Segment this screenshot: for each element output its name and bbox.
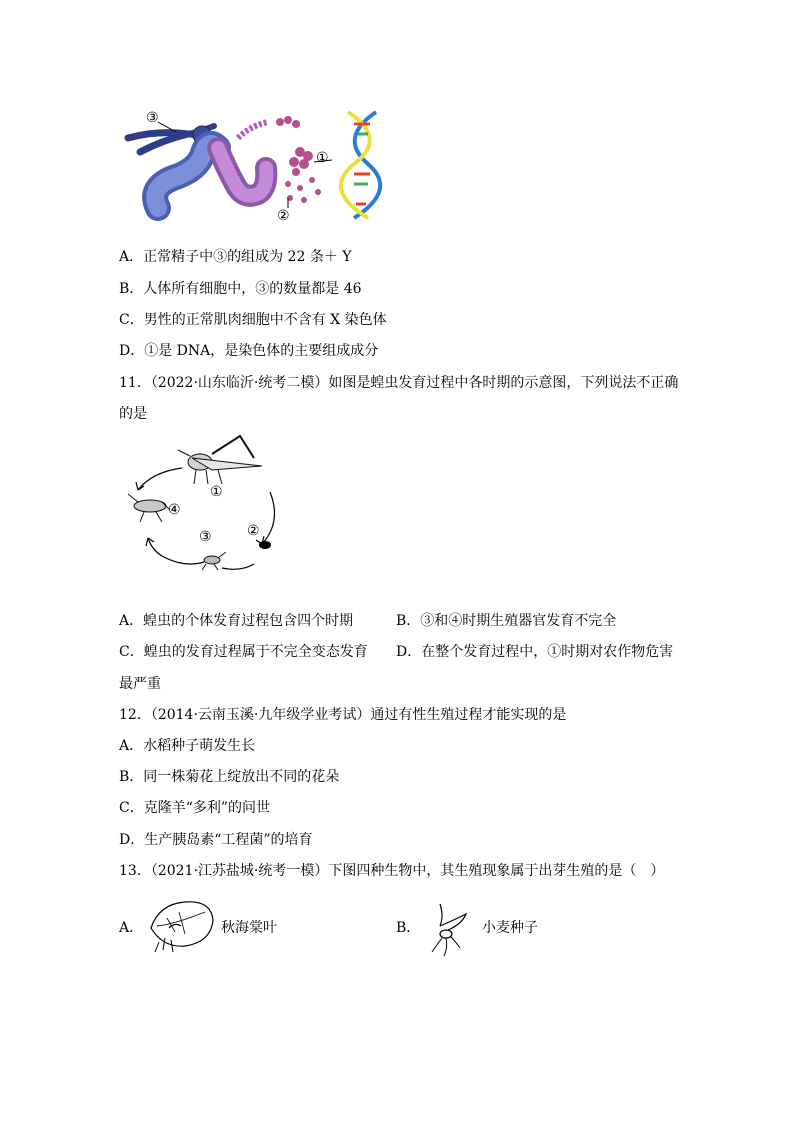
dna-helix [341,112,380,218]
locust-egg [259,541,271,549]
chromosome-dna-figure [118,108,390,226]
figure-label-1: ① [210,484,223,500]
figure-label-2: ② [247,523,260,539]
q10-option-c: C．男性的正常肌肉细胞中不含有 X 染色体 [119,312,387,328]
q12-option-b: B．同一株菊花上绽放出不同的花朵 [119,769,340,785]
q11-option-d-continued: 最严重 [119,676,161,692]
nucleosome-beads [276,116,321,203]
wheat-seed-figure [426,902,474,960]
figure-label-1: ① [316,150,329,166]
q12-option-c: C．克隆羊“多利”的问世 [119,800,271,816]
q12-stem: 12．（2014·云南玉溪·九年级学业考试）通过有性生殖过程才能实现的是 [119,707,567,723]
begonia-leaf-drawing [145,898,217,960]
q12-option-a: A．水稻种子萌发生长 [119,738,256,754]
q12-option-d: D．生产胰岛素“工程菌”的培育 [119,832,313,848]
locust-life-cycle-drawing [122,432,282,584]
figure-label-3: ③ [146,110,159,126]
q13-stem: 13．（2021·江苏盐城·统考一模）下图四种生物中，其生殖现象属于出芽生殖的是（ ） [119,863,665,879]
wheat-seed-drawing [426,902,474,960]
large-nymph [128,494,170,522]
begonia-leaf-figure [145,898,217,960]
q13-option-a-label: 秋海棠叶 [221,920,277,936]
small-nymph [202,552,226,570]
q10-option-d: D．①是 DNA，是染色体的主要组成成分 [119,343,379,359]
q10-option-b: B．人体所有细胞中，③的数量都是 46 [119,281,362,297]
figure-label-3: ③ [199,529,212,545]
q11-stem-line-1: 11．（2022·山东临沂·统考二模）如图是蝗虫发育过程中各时期的示意图，下列说法不正确 [119,375,679,391]
q10-option-a: A．正常精子中③的组成为 22 条＋ Y [119,249,352,265]
q11-option-a: A．蝗虫的个体发育过程包含四个时期 [119,613,354,629]
locust-life-cycle-figure [122,432,282,584]
q13-option-a-letter: A． [119,920,144,936]
chromosome-dna-drawing [118,108,390,226]
figure-label-2: ② [277,208,290,224]
q11-stem-line-2: 的是 [119,406,147,422]
q11-option-b: B．③和④时期生殖器官发育不完全 [396,613,617,629]
q11-option-d: D．在整个发育过程中，①时期对农作物危害 [396,644,674,660]
adult-locust [178,436,262,484]
figure-label-4: ④ [168,502,181,518]
q13-option-b-label: 小麦种子 [482,920,538,936]
q11-option-c: C．蝗虫的发育过程属于不完全变态发育 [119,644,368,660]
q13-option-b-letter: B． [396,920,421,936]
